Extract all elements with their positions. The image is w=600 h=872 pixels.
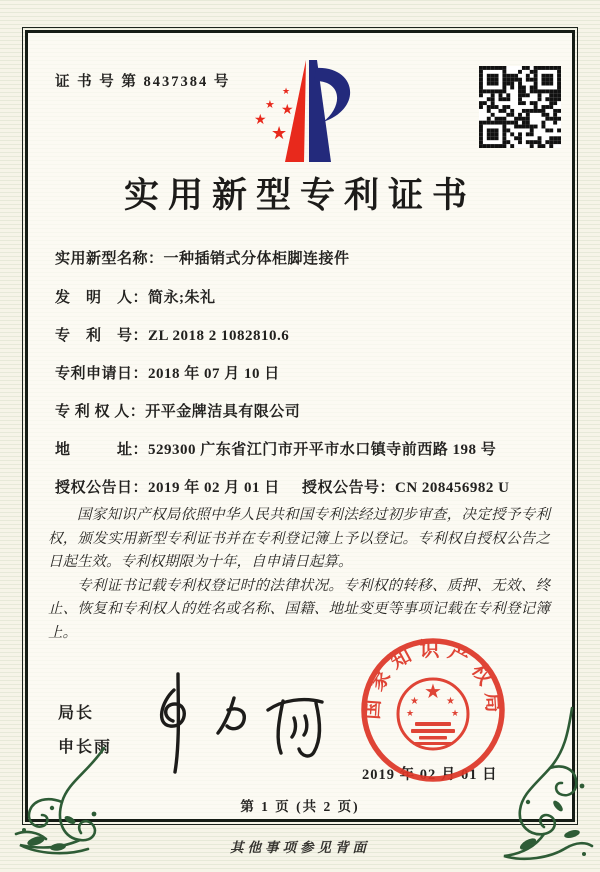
field-value: 529300 广东省江门市开平市水口镇寺前西路 198 号 [148, 442, 497, 458]
field-label: 专 利 号： [55, 328, 149, 344]
field-label: 授权公告号： [302, 480, 396, 496]
field-label: 实用新型名称： [55, 251, 164, 267]
qr-code [479, 66, 561, 148]
director-name: 申长雨 [58, 739, 113, 756]
field-label: 授权公告日： [55, 480, 149, 496]
certificate-number: 证 书 号 第 8437384 号 [55, 74, 231, 90]
field-filing-date [55, 362, 280, 383]
svg-text:★: ★ [282, 87, 291, 97]
svg-text:★: ★ [446, 696, 455, 707]
field-patent-number [55, 324, 289, 345]
field-grant-number [302, 476, 510, 497]
seal-date: 2019 年 02 月 01 日 [362, 767, 498, 783]
field-utility-model-name [55, 247, 350, 268]
field-label: 发 明 人： [55, 290, 149, 306]
field-value: 一种插销式分体柜脚连接件 [163, 251, 350, 267]
svg-text:★: ★ [424, 679, 442, 703]
svg-text:★: ★ [281, 102, 294, 118]
signature-handwriting [142, 670, 342, 778]
field-value: CN 208456982 U [395, 480, 510, 496]
legal-paragraph-2: 专利证书记载专利权登记时的法律状况。专利权的转移、质押、无效、终止、恢复和专利权人的姓名或名称、国籍、地址变更等事项记载在专利登记簿上。 [48, 577, 550, 641]
field-value: 开平金牌洁具有限公司 [145, 404, 301, 420]
svg-text:★: ★ [406, 709, 415, 719]
field-grant [55, 476, 510, 497]
page-number: 第 1 页 (共 2 页) [240, 799, 360, 814]
cnipa-logo-icon [238, 56, 362, 168]
corner-ornament-bottom-right-icon [498, 706, 594, 866]
back-side-note: 其他事项参见背面 [230, 840, 370, 855]
field-label: 专 利 权 人： [55, 404, 146, 420]
legal-text [48, 504, 550, 645]
svg-text:★: ★ [254, 112, 267, 128]
field-label: 专利申请日： [55, 366, 149, 382]
svg-text:★: ★ [271, 123, 288, 144]
svg-text:★: ★ [451, 709, 460, 719]
field-value: 2018 年 07 月 10 日 [148, 366, 280, 382]
field-label: 地 址： [55, 442, 149, 458]
field-value: ZL 2018 2 1082810.6 [148, 328, 290, 344]
svg-text:★: ★ [410, 696, 419, 707]
field-value: 2019 年 02 月 01 日 [148, 480, 280, 496]
svg-text:★: ★ [265, 98, 275, 111]
field-patentee [55, 400, 300, 421]
field-inventor [55, 286, 216, 307]
corner-ornament-bottom-left-icon [6, 744, 118, 864]
certificate-title: 实用新型专利证书 [123, 176, 476, 215]
field-address [55, 438, 496, 459]
legal-paragraph-1: 国家知识产权局依照中华人民共和国专利法经过初步审查，决定授予专利权，颁发实用新型专利证书并在专利登记簿上予以登记。专利权自授权公告之日起生效。专利权期限为十年，自申请日起算。 [48, 507, 550, 570]
field-value: 简永;朱礼 [148, 290, 216, 306]
seal-text-arc: 国家知识产权局 [361, 638, 505, 721]
director-title: 局长 [58, 705, 95, 722]
